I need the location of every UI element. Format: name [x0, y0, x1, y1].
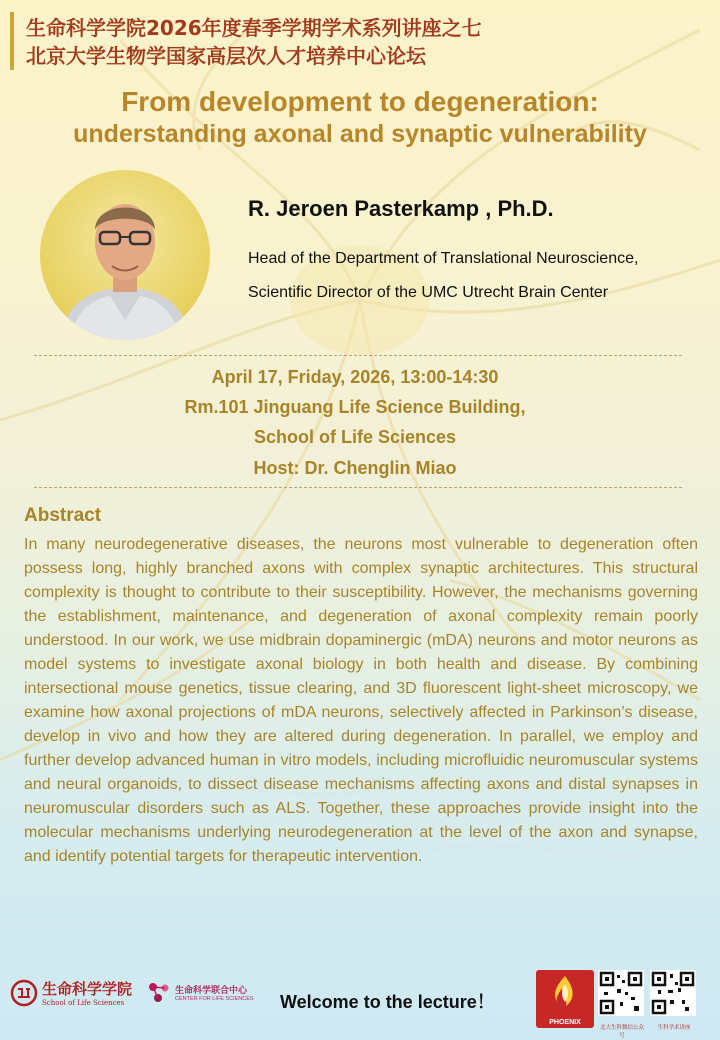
- divider-bottom: [34, 487, 682, 488]
- clsa-logo: [146, 980, 254, 1006]
- welcome-message: Welcome to the lecture！: [280, 992, 495, 1012]
- qr-code-icon: [598, 970, 644, 1016]
- lecture-title-line1: From development to degeneration:: [121, 86, 599, 117]
- speaker-portrait-icon: [40, 170, 210, 340]
- speaker-name: R. Jeroen Pasterkamp , Ph.D.: [248, 196, 554, 221]
- qr-caption-wechat: 北大生科微信公众号: [599, 1025, 644, 1039]
- school-logo: [10, 978, 132, 1007]
- header-accent-bar: [10, 12, 14, 70]
- abstract-heading: Abstract: [24, 505, 102, 526]
- speaker-affiliation-1: Head of the Department of Translational Neuroscience,: [248, 250, 639, 267]
- speaker-photo: [40, 170, 210, 340]
- event-host: Host: Dr. Chenglin Miao: [253, 458, 457, 478]
- clsa-logo-en: CENTER FOR LIFE SCIENCES: [175, 996, 254, 1002]
- qr-caption-lecture: 生科学术讲座: [657, 1025, 691, 1031]
- pku-seal-icon: [10, 979, 38, 1007]
- phoenix-logo: [536, 970, 594, 1028]
- qr-code-wechat[interactable]: [598, 970, 646, 1039]
- qr-code-lecture[interactable]: [650, 970, 698, 1031]
- qr-code-icon: [650, 970, 696, 1016]
- divider-top: [34, 355, 682, 356]
- school-logo-cn: 生命科学学院: [42, 980, 133, 998]
- phoenix-label: PHOENIX: [549, 1019, 581, 1026]
- event-school: School of Life Sciences: [253, 427, 457, 447]
- speaker-affiliation-2: Scientific Director of the UMC Utrecht Brain Center: [248, 284, 609, 301]
- phoenix-flame-icon: [536, 970, 594, 1014]
- abstract-text: In many neurodegenerative diseases, the neurons most vulnerable to degeneration often possess long, highly branched axons with complex synaptic architectures. This structural complexity is thought to contribute to their susceptibility. However, the mechanisms governing the establishment, maintenance, and degeneration of axonal complexity remain poorly understood. In our work, we use midbrain dopaminergic (mDA) neurons and motor neurons as model systems to investigate axonal biology in both health and disease. By combining intersectional mouse genetics, tissue clearing, and 3D fluorescent light-sheet microscopy, we examine how axonal projections of mDA neurons, selectively affected in Parkinson’s disease, develop in vivo and how they are altered during degeneration. In parallel, we employ and further develop advanced human in vitro models, including microfluidic neuromuscular systems and neural organoids, to dissect disease mechanisms affecting axons and distal synapses in neuromuscular disorders such as ALS. Together, these approaches provide insight into the molecular mechanisms underlying neurodegeneration at the level of the axon and synapse, and identify potential targets for therapeutic intervention.: [24, 536, 698, 865]
- clsa-molecule-icon: [146, 980, 172, 1006]
- footer-logos: [10, 978, 254, 1007]
- lecture-title-line2: understanding axonal and synaptic vulnerability: [73, 120, 647, 148]
- event-room: Rm.101 Jinguang Life Science Building,: [184, 397, 526, 417]
- header-lecture-series: 生命科学学院2026年度春季学期学术系列讲座之七: [26, 16, 482, 40]
- event-datetime: April 17, Friday, 2026, 13:00-14:30: [211, 367, 499, 387]
- header-forum-name: 北京大学生物学国家高层次人才培养中心论坛: [26, 44, 426, 68]
- clsa-logo-cn: 生命科学联合中心: [175, 985, 248, 995]
- school-logo-en: School of Life Sciences: [42, 999, 125, 1007]
